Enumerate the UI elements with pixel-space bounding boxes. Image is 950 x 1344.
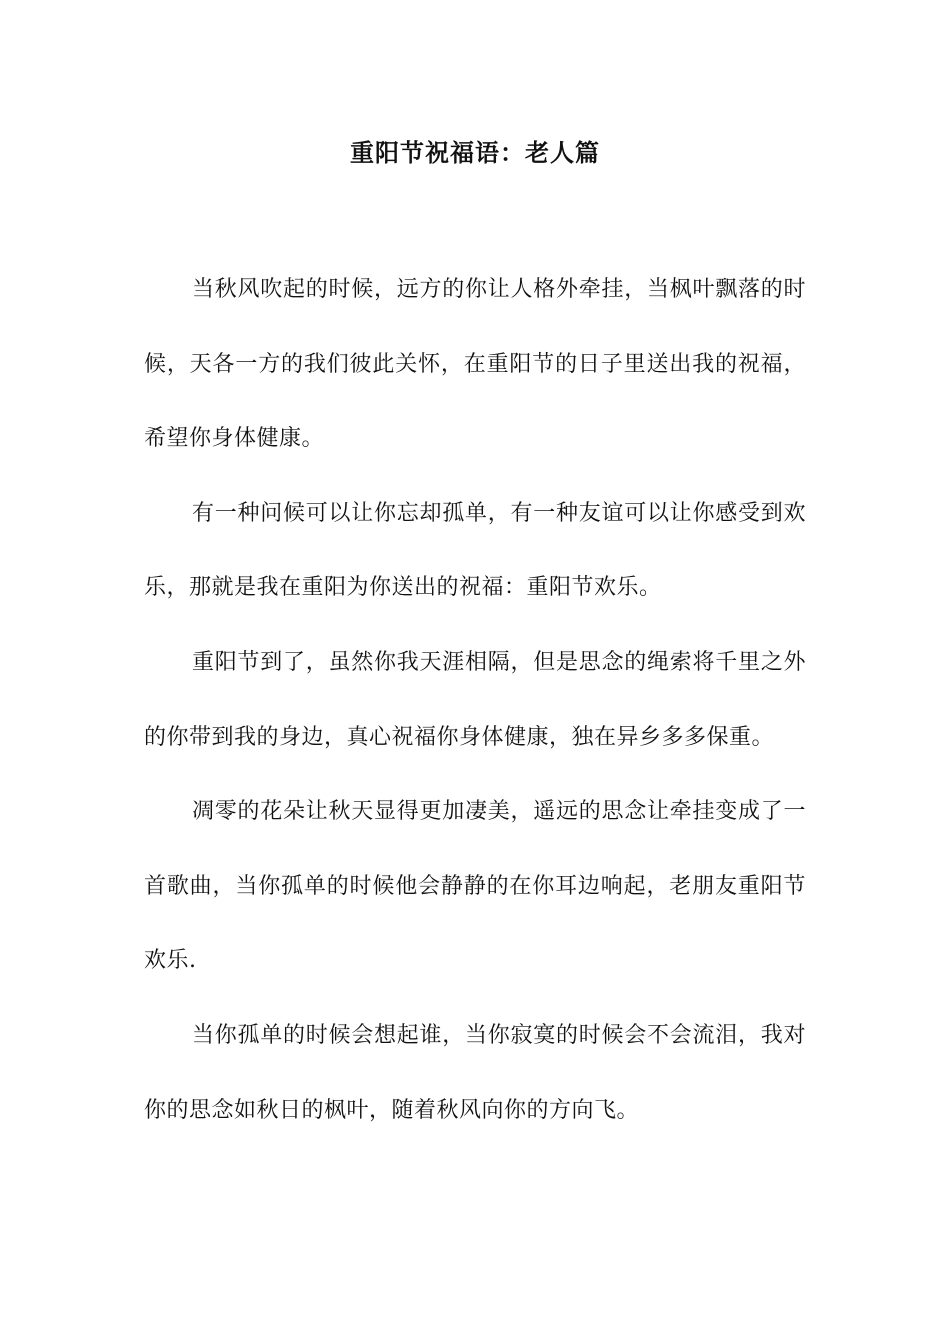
paragraph: 有一种问候可以让你忘却孤单，有一种友谊可以让你感受到欢乐，那就是我在重阳为你送出的祝福：重阳节欢乐。: [144, 500, 806, 601]
paragraph: 凋零的花朵让秋天显得更加凄美，遥远的思念让牵挂变成了一首歌曲，当你孤单的时候他会静静的在你耳边响起，老朋友重阳节欢乐.: [144, 799, 806, 974]
paragraph: 当你孤单的时候会想起谁，当你寂寞的时候会不会流泪，我对你的思念如秋日的枫叶，随着秋风向你的方向飞。: [144, 1022, 806, 1123]
document-body: [144, 253, 806, 1148]
document-title: 重阳节祝福语：老人篇: [350, 138, 600, 167]
paragraph: 当秋风吹起的时候，远方的你让人格外牵挂，当枫叶飘落的时候，天各一方的我们彼此关怀，在重阳节的日子里送出我的祝福，希望你身体健康。: [144, 277, 806, 452]
paragraph: 重阳节到了，虽然你我天涯相隔，但是思念的绳索将千里之外的你带到我的身边，真心祝福你身体健康，独在异乡多多保重。: [144, 649, 806, 750]
